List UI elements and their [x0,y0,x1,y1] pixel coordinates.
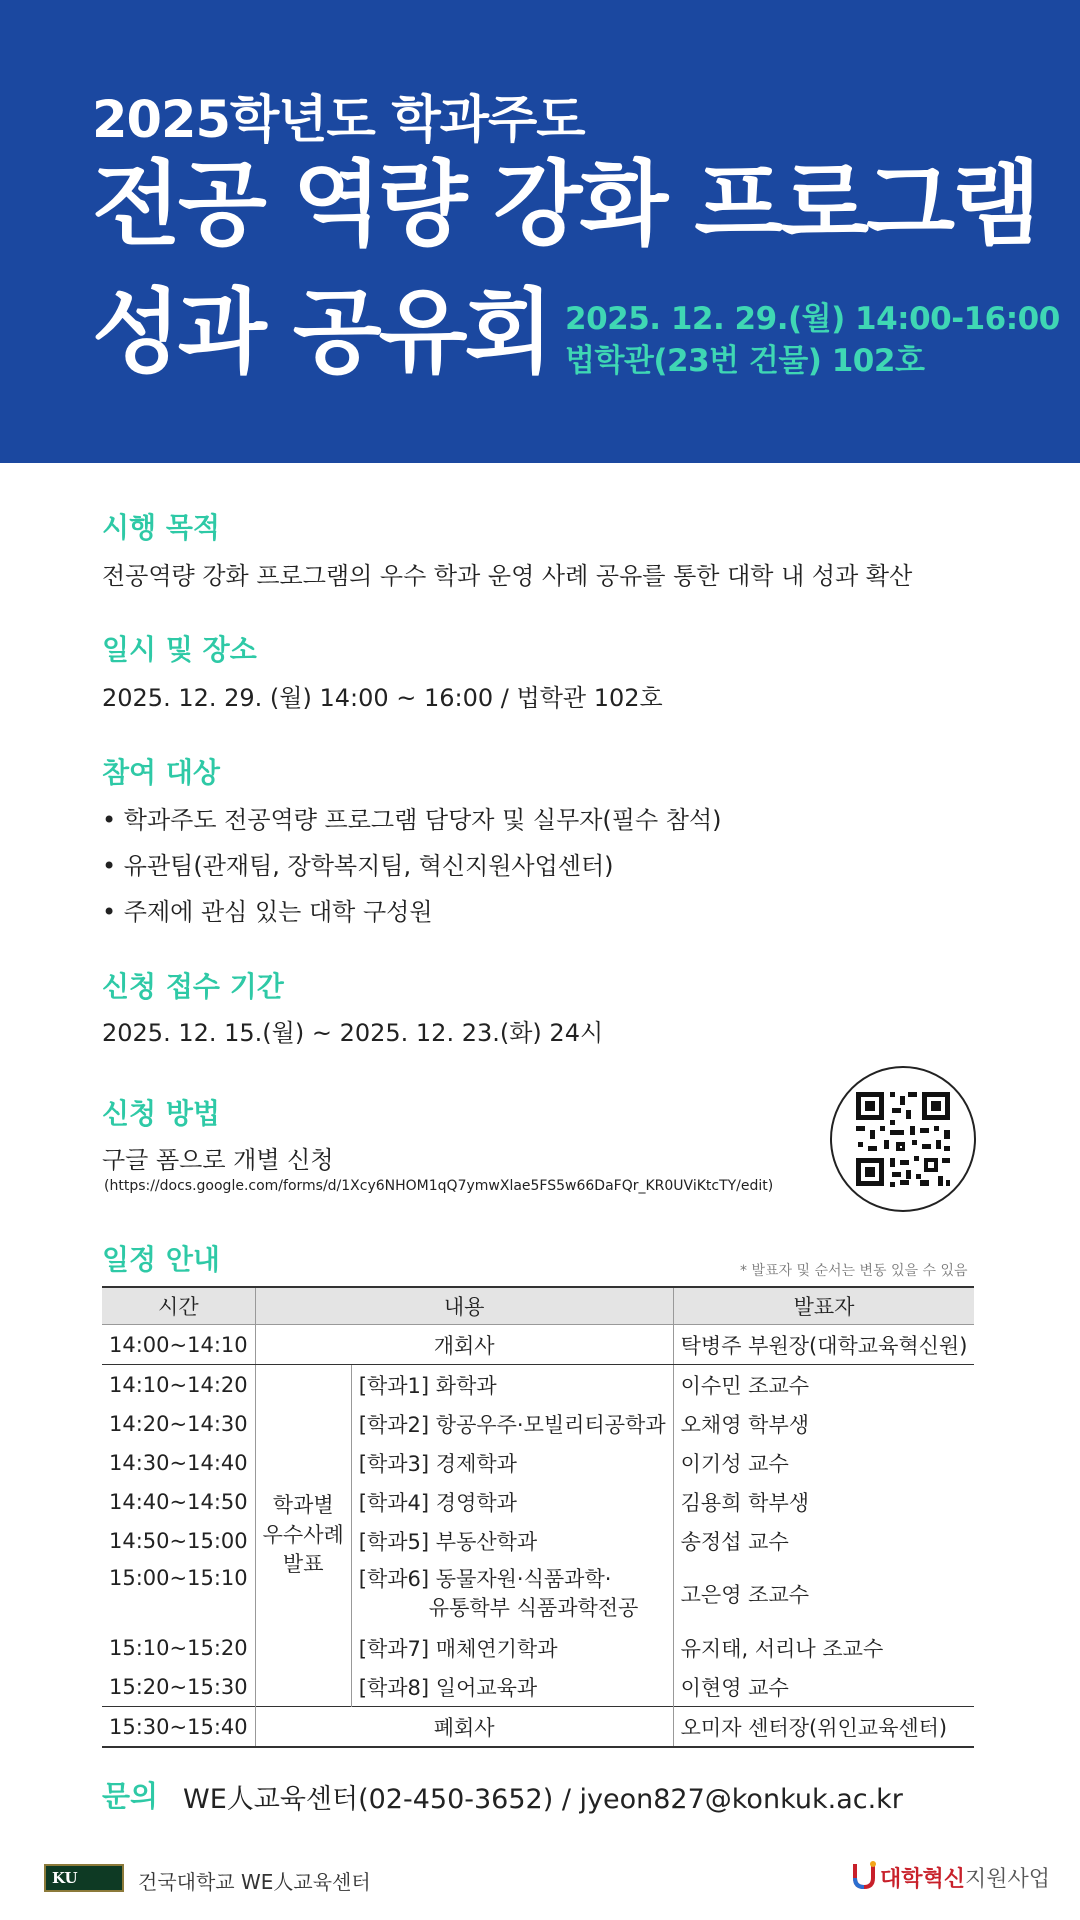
row-content: [학과2] 항공우주·모빌리티공학과 [358,1412,666,1437]
schedule-note: * 발표자 및 순서는 변동 있을 수 있음 [740,1263,968,1279]
row-content: [학과4] 경영학과 [358,1490,517,1515]
row-speaker: 이기성 교수 [673,1443,974,1482]
header-top-title: 2025학년도 학과주도 [92,91,585,150]
row-time: 14:10~14:20 [109,1372,248,1397]
footer-program-name: 대학혁신지원사업 [880,1867,1051,1892]
row-time: 14:30~14:40 [109,1450,248,1475]
row-content: [학과7] 매체연기학과 [358,1636,558,1661]
table-row [102,1667,974,1707]
header-date: 2025. 12. 29.(월) 14:00-16:00 [565,301,1060,337]
table-row [102,1560,974,1628]
table-row [102,1404,974,1443]
row-time: 15:00~15:10 [109,1566,248,1590]
audience-item: • 학과주도 전공역량 프로그램 담당자 및 실무자(필수 참석) [102,800,722,835]
period-text: 2025. 12. 15.(월) ~ 2025. 12. 23.(화) 24시 [102,1019,604,1047]
table-row [102,1443,974,1482]
audience-item: • 유관팀(관재팀, 장학복지팀, 혁신지원사업센터) [102,846,614,881]
table-row [102,1628,974,1667]
row-time: 15:30~15:40 [102,1707,255,1748]
row-speaker: 김용희 학부생 [673,1482,974,1521]
contact-text[interactable]: WE人교육센터(02-450-3652) / jyeon827@konkuk.ac.kr [183,1784,903,1815]
row-content: [학과6] 동물자원·식품과학· 유통학부 식품과학전공 [358,1566,639,1620]
row-speaker: 이수민 조교수 [673,1365,974,1405]
row-time: 14:50~15:00 [109,1528,248,1553]
table-row [102,1365,974,1405]
audience-item: • 주제에 관심 있는 대학 구성원 [102,892,433,927]
row-time: 15:20~15:30 [109,1674,248,1699]
header-main-title-line2: 성과 공유회 [92,279,551,386]
audience-title: 참여 대상 [102,756,220,789]
row-speaker: 이현영 교수 [673,1667,974,1707]
footer-org-name: 건국대학교 WE人교육센터 [138,1870,371,1894]
table-row [102,1521,974,1560]
row-content: [학과1] 화학과 [358,1373,497,1398]
header-main-title-line1: 전공 역량 강화 프로그램 [92,151,1038,258]
contact-label: 문의 [102,1779,159,1813]
method-title: 신청 방법 [102,1097,220,1130]
header-time: 시간 [102,1287,255,1325]
row-content: 개회사 [255,1325,673,1365]
table-row [102,1325,974,1365]
row-time: 14:40~14:50 [109,1489,248,1514]
row-speaker: 고은영 조교수 [673,1560,974,1628]
header-venue: 법학관(23번 건물) 102호 [565,343,925,379]
datetime-text: 2025. 12. 29. (월) 14:00 ~ 16:00 / 법학관 102호 [102,684,663,712]
header-banner [0,0,1080,463]
table-row [102,1482,974,1521]
row-speaker: 탁병주 부원장(대학교육혁신원) [673,1325,974,1365]
row-time: 14:20~14:30 [109,1411,248,1436]
purpose-title: 시행 목적 [102,511,220,544]
schedule-table [102,1286,974,1748]
row-content: [학과8] 일어교육과 [358,1675,538,1700]
purpose-text: 전공역량 강화 프로그램의 우수 학과 운영 사례 공유를 통한 대학 내 성과 확산 [102,562,913,590]
row-speaker: 송정섭 교수 [673,1521,974,1560]
form-url-link[interactable]: (https://docs.google.com/forms/d/1Xcy6NHOM1qQ7ymwXlae5FS5w66DaFQr_KR0UViKtcTY/edit) [104,1178,774,1194]
row-speaker: 오미자 센터장(위인교육센터) [673,1707,974,1748]
row-content: 폐회사 [255,1707,673,1748]
ku-logo-icon: KU [44,1864,124,1892]
method-text: 구글 폼으로 개별 신청 [102,1146,334,1174]
row-content: [학과5] 부동산학과 [358,1529,538,1554]
qr-code-icon[interactable] [830,1066,976,1212]
table-row [102,1707,974,1748]
datetime-title: 일시 및 장소 [102,633,257,666]
row-speaker: 유지태, 서리나 조교수 [673,1628,974,1667]
u-mark-icon [852,1860,876,1890]
row-time: 15:10~15:20 [109,1635,248,1660]
header-speaker: 발표자 [673,1287,974,1325]
schedule-title: 일정 안내 [102,1243,220,1276]
group-label: 학과별 우수사례 발표 [255,1365,351,1707]
row-time: 14:00~14:10 [102,1325,255,1365]
period-title: 신청 접수 기간 [102,970,284,1003]
row-content: [학과3] 경제학과 [358,1451,517,1476]
header-content: 내용 [255,1287,673,1325]
row-speaker: 오채영 학부생 [673,1404,974,1443]
